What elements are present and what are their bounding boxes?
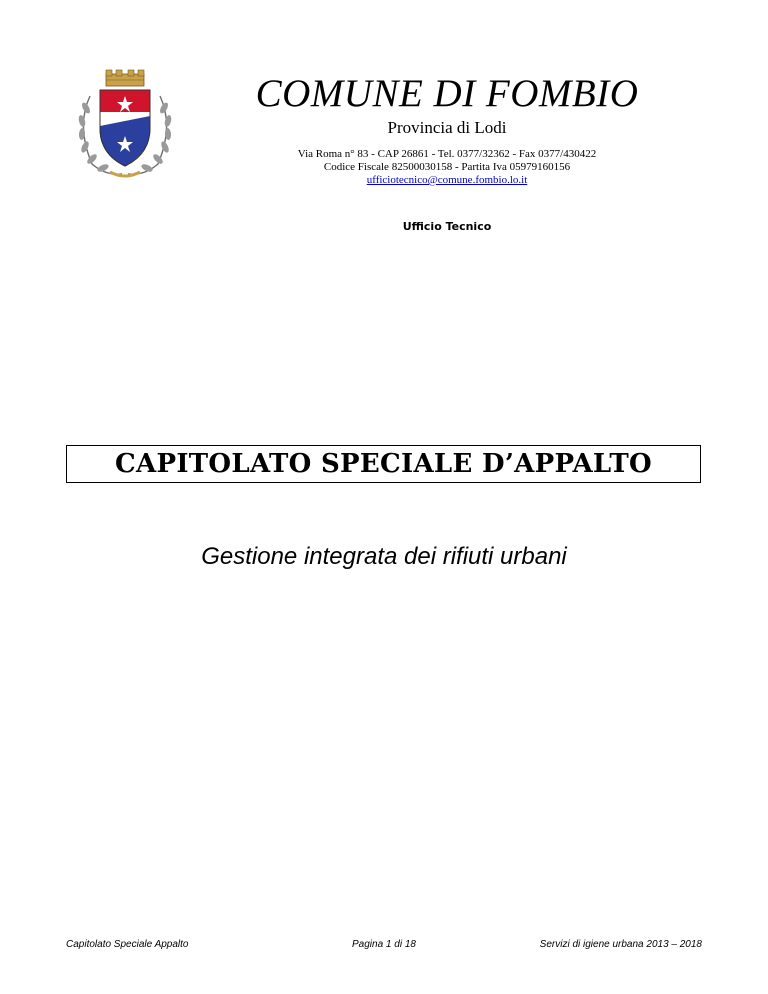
contact-info bbox=[222, 148, 672, 187]
document-heading-box bbox=[66, 445, 701, 483]
fiscal-line: Codice Fiscale 82500030158 - Partita Iva 05979160156 bbox=[323, 161, 571, 173]
page-number: Pagina 1 di 18 bbox=[352, 939, 416, 950]
municipal-crest-icon bbox=[70, 66, 180, 184]
address-line: Via Roma n° 83 - CAP 26861 - Tel. 0377/32362 - Fax 0377/430422 bbox=[297, 148, 597, 160]
document-subject: Gestione integrata dei rifiuti urbani bbox=[201, 543, 567, 570]
footer-right: Servizi di igiene urbana 2013 – 2018 bbox=[539, 939, 702, 950]
email-link[interactable]: ufficiotecnico@comune.fombio.lo.it bbox=[366, 174, 528, 186]
province-label: Provincia di Lodi bbox=[387, 118, 507, 137]
office-label: Ufficio Tecnico bbox=[402, 220, 492, 233]
document-heading: CAPITOLATO SPECIALE D’APPALTO bbox=[115, 449, 652, 479]
letterhead bbox=[222, 72, 672, 187]
footer-left: Capitolato Speciale Appalto bbox=[66, 939, 189, 950]
municipality-title: COMUNE DI FOMBIO bbox=[255, 72, 639, 115]
